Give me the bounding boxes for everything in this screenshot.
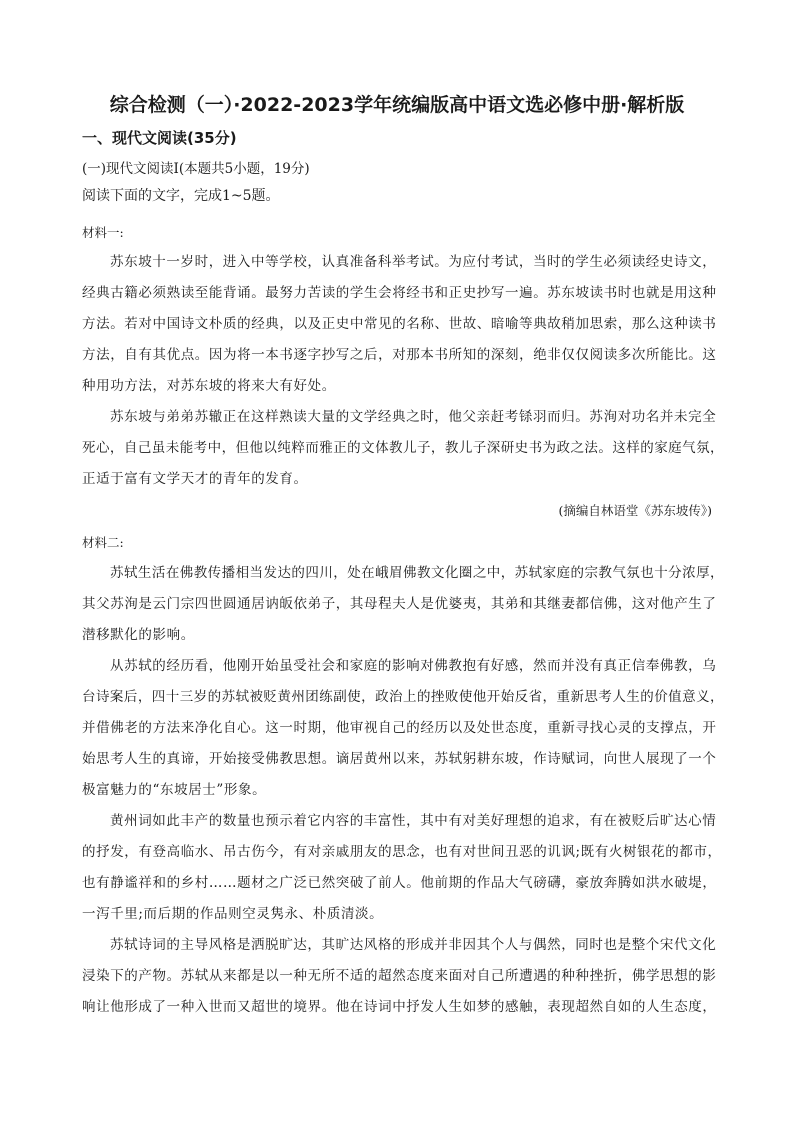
paragraph-line: 种用功方法，对苏东坡的将来大有好处。 — [82, 378, 336, 394]
material-label: 材料一: — [82, 225, 124, 240]
sub-heading: (一)现代文阅读Ⅰ(本题共5小题，19分) — [82, 161, 310, 177]
paragraph-line: 浸染下的产物。苏轼从来都是以一种无所不适的超然态度来面对自己所遭遇的种种挫折，佛学思想的影 — [82, 968, 717, 984]
paragraph-line: 的抒发，有登高临水、吊古伤今，有对亲戚朋友的思念，也有对世间丑恶的讥讽;既有火树银花的都市， — [82, 844, 722, 860]
paragraph-line: 方法，自有其优点。因为将一本书逐字抄写之后，对那本书所知的深刻，绝非仅仅阅读多次所能比。这 — [82, 347, 717, 363]
paragraph-line: 方法。若对中国诗文朴质的经典，以及正史中常见的名称、世故、暗喻等典故稍加思索，那么这种读书 — [82, 316, 717, 332]
paragraph-line: 苏东坡与弟弟苏辙正在这样熟读大量的文学经典之时，他父亲赶考铩羽而归。苏洵对功名并未完全 — [110, 409, 717, 425]
paragraph-line: 响让他形成了一种入世而又超世的境界。他在诗词中抒发人生如梦的感触，表现超然自如的人生态度， — [82, 999, 717, 1015]
paragraph-line: 经典古籍必须熟读至能背诵。最努力苦读的学生会将经书和正史抄写一遍。苏东坡读书时也就是用这种 — [82, 285, 717, 301]
paragraph-line: 正适于富有文学天才的青年的发育。 — [82, 471, 308, 487]
document-title: 综合检测（一）·2022-2023学年统编版高中语文选必修中册·解析版 — [109, 94, 685, 116]
paragraph-line: 从苏轼的经历看，他刚开始虽受社会和家庭的影响对佛教抱有好感，然而并没有真正信奉佛教，乌 — [110, 658, 717, 674]
section-heading: 一、现代文阅读(35分) — [82, 129, 237, 147]
material-label: 材料二: — [82, 535, 124, 550]
paragraph-line: 苏东坡十一岁时，进入中等学校，认真准备科举考试。为应付考试，当时的学生必须读经史诗文， — [110, 254, 717, 270]
paragraph-line: 一泻千里;而后期的作品则空灵隽永、朴质清淡。 — [82, 906, 384, 922]
paragraph-line: 台诗案后，四十三岁的苏轼被贬黄州团练副使，政治上的挫败使他开始反省，重新思考人生的价值意义， — [82, 689, 724, 705]
source-citation: (摘编自林语堂《苏东坡传》) — [558, 503, 712, 518]
paragraph-line: 其父苏洵是云门宗四世圆通居讷皈依弟子，其母程夫人是优婆夷，其弟和其继妻都信佛，这对他产生了 — [82, 596, 717, 612]
instruction-text: 阅读下面的文字，完成1~5题。 — [82, 188, 280, 204]
paragraph-line: 黄州词如此丰产的数量也预示着它内容的丰富性，其中有对美好理想的追求，有在被贬后旷达心情 — [110, 813, 717, 829]
paragraph-line: 苏轼生活在佛教传播相当发达的四川，处在峨眉佛教文化圈之中，苏轼家庭的宗教气氛也十分浓厚， — [110, 565, 724, 581]
paragraph-line: 始思考人生的真谛，开始接受佛教思想。谪居黄州以来，苏轼躬耕东坡，作诗赋词，向世人展现了一个 — [82, 751, 717, 767]
paragraph-line: 极富魅力的“东坡居士”形象。 — [82, 782, 267, 798]
paragraph-line: 苏轼诗词的主导风格是洒脱旷达，其旷达风格的形成并非因其个人与偶然，同时也是整个宋代文化 — [110, 937, 717, 953]
paragraph-line: 并借佛老的方法来净化自心。这一时期，他审视自己的经历以及处世态度，重新寻找心灵的支撑点，开 — [82, 720, 717, 736]
paragraph-line: 也有静谧祥和的乡村……题材之广泛已然突破了前人。他前期的作品大气磅礴，豪放奔腾如洪水破堤， — [82, 875, 717, 891]
paragraph-line: 潜移默化的影响。 — [82, 627, 195, 643]
paragraph-line: 死心，自己虽未能考中，但他以纯粹而雅正的文体教儿子，教儿子深研史书为政之法。这样的家庭气氛， — [82, 440, 724, 456]
